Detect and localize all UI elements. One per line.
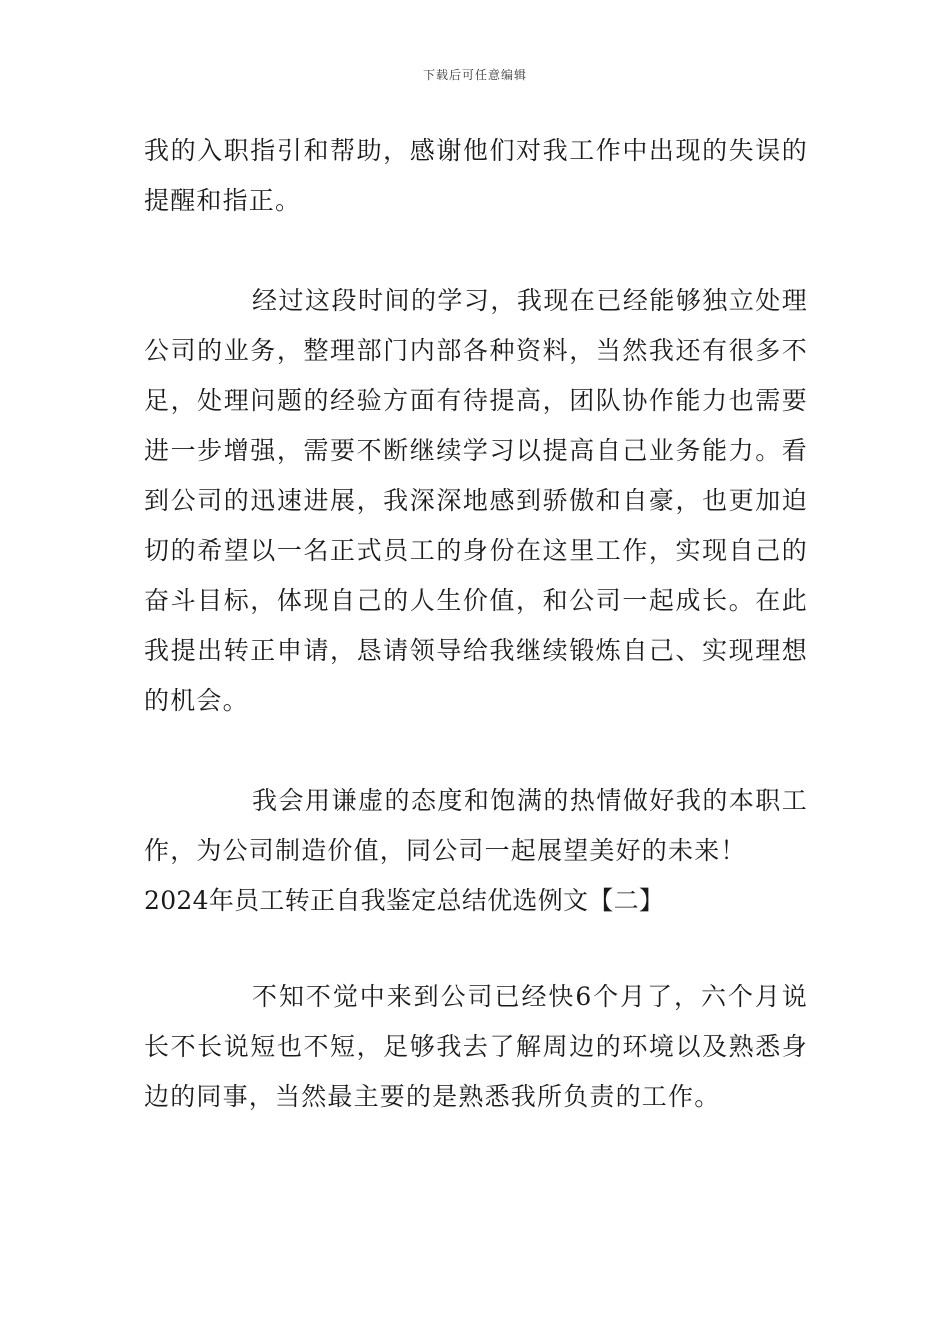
- paragraph-3: 我会用谦虚的态度和饱满的热情做好我的本职工作，为公司制造价值，同公司一起展望美好的未来！: [144, 786, 808, 865]
- paragraph-1: 我的入职指引和帮助，感谢他们对我工作中出现的失误的提醒和指正。: [144, 136, 808, 215]
- page-header-text: 下载后可任意编辑: [422, 68, 527, 82]
- paragraph-4: 不知不觉中来到公司已经快6个月了，六个月说长不长说短也不短，足够我去了解周边的环境以及熟悉身边的同事，当然最主要的是熟悉我所负责的工作。: [144, 982, 808, 1111]
- paragraph-2: 经过这段时间的学习，我现在已经能够独立处理公司的业务，整理部门内部各种资料，当然我还有很多不足，处理问题的经验方面有待提高，团队协作能力也需要进一步增强，需要不断继续学习以提高自己业务能力。看到公司的迅速进展，我深深地感到骄傲和自豪，也更加迫切的希望以一名正式员工的身份在这里工作，实现自己的奋斗目标，体现自己的人生价值，和公司一起成长。在此我提出转正申请，恳请领导给我继续锻炼自己、实现理想的机会。: [144, 286, 808, 715]
- document-body: [144, 126, 808, 1122]
- section-heading: 2024年员工转正自我鉴定总结优选例文【二】: [144, 886, 665, 915]
